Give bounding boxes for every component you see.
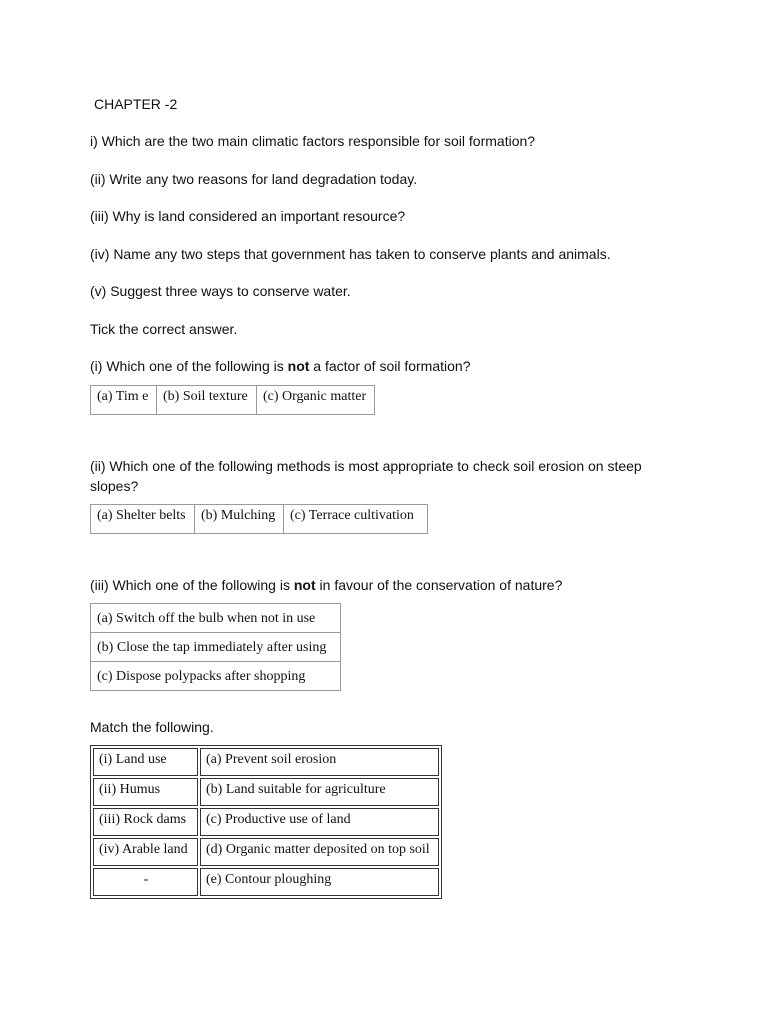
mcq-2-option-c[interactable]: (c) Terrace cultivation (284, 505, 428, 534)
mcq-3-option-c[interactable]: (c) Dispose polypacks after shopping (91, 662, 341, 691)
mcq-2-option-b[interactable]: (b) Mulching (195, 505, 284, 534)
match-left-cell: - (93, 868, 198, 896)
question-2: (ii) Write any two reasons for land degradation today. (90, 171, 418, 187)
match-row (93, 808, 439, 836)
match-right-cell: (b) Land suitable for agriculture (200, 778, 439, 806)
mcq-1-option-b[interactable]: (b) Soil texture (157, 386, 257, 415)
match-table (90, 745, 442, 899)
chapter-heading: CHAPTER -2 (94, 96, 178, 112)
match-row (93, 838, 439, 866)
mcq-1-options-table (90, 385, 375, 415)
match-row (93, 868, 439, 896)
match-heading: Match the following. (90, 719, 214, 735)
match-row (93, 778, 439, 806)
mcq-2-options-table (90, 504, 428, 534)
match-left-cell: (iv) Arable land (93, 838, 198, 866)
match-left-cell: (iii) Rock dams (93, 808, 198, 836)
question-3: (iii) Why is land considered an important resource? (90, 208, 406, 224)
mcq-2-option-a[interactable]: (a) Shelter belts (91, 505, 195, 534)
match-right-cell: (e) Contour ploughing (200, 868, 439, 896)
mcq-3-option-a[interactable]: (a) Switch off the bulb when not in use (91, 604, 341, 633)
question-5: (v) Suggest three ways to conserve water. (90, 283, 351, 299)
mcq-3-question: (iii) Which one of the following is not in favour of the conservation of nature? (90, 577, 563, 593)
question-4: (iv) Name any two steps that government has taken to conserve plants and animals. (90, 246, 611, 262)
mcq-1-option-c[interactable]: (c) Organic matter (257, 386, 375, 415)
match-left-cell: (ii) Humus (93, 778, 198, 806)
match-left-cell: (i) Land use (93, 748, 198, 776)
mcq-1-question: (i) Which one of the following is not a factor of soil formation? (90, 358, 471, 374)
match-right-cell: (d) Organic matter deposited on top soil (200, 838, 439, 866)
tick-heading: Tick the correct answer. (90, 321, 238, 337)
match-right-cell: (a) Prevent soil erosion (200, 748, 439, 776)
mcq-3-option-b[interactable]: (b) Close the tap immediately after using (91, 633, 341, 662)
question-1: i) Which are the two main climatic factors responsible for soil formation? (90, 133, 536, 149)
mcq-2-question: (ii) Which one of the following methods is most appropriate to check soil erosion on steep slopes? (90, 458, 642, 494)
mcq-1-option-a[interactable]: (a) Tim e (91, 386, 157, 415)
match-row (93, 748, 439, 776)
match-right-cell: (c) Productive use of land (200, 808, 439, 836)
mcq-3-options-table (90, 603, 341, 691)
